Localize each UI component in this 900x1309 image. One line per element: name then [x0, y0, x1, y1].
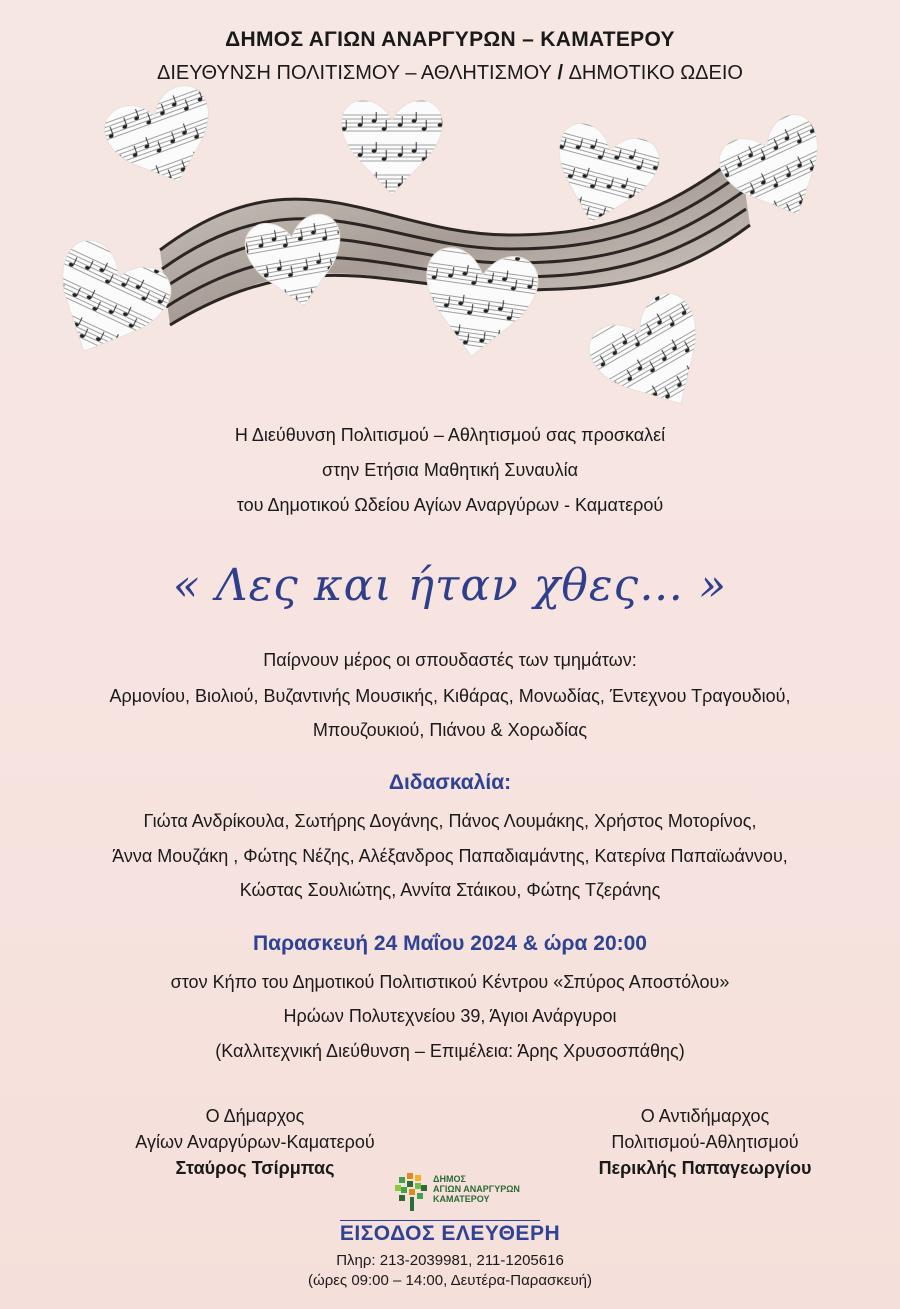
department-name: ΔΙΕΥΘΥΝΣΗ ΠΟΛΙΤΙΣΜΟΥ – ΑΘΛΗΤΙΣΜΟΥ — [157, 62, 552, 84]
event-datetime: Παρασκευή 24 Μαΐου 2024 & ώρα 20:00 — [253, 932, 647, 955]
logo-line-3: ΚΑΜΑΤΕΡΟΥ — [433, 1194, 490, 1204]
department-title — [0, 62, 900, 85]
tree-logo-icon — [395, 1173, 429, 1213]
intro-line-1: Η Διεύθυνση Πολιτισμού – Αθλητισμού σας προσκαλεί — [234, 425, 666, 445]
department-separator: / — [551, 62, 569, 84]
deputy-mayor-signature — [550, 1103, 860, 1181]
music-heart — [580, 285, 729, 415]
event-venue: στον Κήπο του Δημοτικού Πολιτιστικού Κέντρου «Σπύρος Αποστόλου» — [170, 972, 730, 992]
contact-phone: Πληρ: 213-2039981, 211-1205616 — [336, 1252, 564, 1269]
free-entry: ΕΙΣΟΔΟΣ ΕΛΕΥΘΕΡΗ — [339, 1222, 561, 1245]
contact-hours: (ώρες 09:00 – 14:00, Δευτέρα-Παρασκευή) — [308, 1272, 592, 1289]
logo-line-1: ΔΗΜΟΣ — [433, 1174, 466, 1184]
mayor-name: Σταύρος Τσίρμπας — [175, 1158, 335, 1178]
concert-title: « Λες και ήταν χθες… » — [172, 560, 728, 611]
intro-line-3: του Δημοτικού Ωδείου Αγίων Αναργύρων - Καματερού — [236, 495, 664, 515]
music-heart — [98, 85, 229, 200]
artistic-direction: (Καλλιτεχνική Διεύθυνση – Επιμέλεια: Άρης Χρυσοσπάθης) — [215, 1041, 685, 1061]
teachers-line-3: Κώστας Σουλιώτης, Αννίτα Στάικου, Φώτης Τζεράνης — [239, 880, 661, 900]
entry-divider — [340, 1220, 540, 1221]
municipality-title: ΔΗΜΟΣ ΑΓΙΩΝ ΑΝΑΡΓΥΡΩΝ – ΚΑΜΑΤΕΡΟΥ — [225, 28, 675, 51]
logo-line-2: ΑΓΙΩΝ ΑΝΑΡΓΥΡΩΝ — [433, 1184, 520, 1194]
music-heart — [40, 232, 179, 374]
participants-departments: Αρμονίου, Βιολιού, Βυζαντινής Μουσικής, Κιθάρας, Μονωδίας, Έντεχνου Τραγουδιού, — [109, 686, 791, 706]
music-hearts-illustration — [40, 85, 840, 415]
event-address: Ηρώων Πολυτεχνείου 39, Άγιοι Ανάργυροι — [283, 1006, 617, 1026]
logo-text — [433, 1174, 520, 1204]
participants-departments-cont: Μπουζουκιού, Πιάνου & Χορωδίας — [312, 720, 588, 740]
mayor-municipality: Αγίων Αναργύρων-Καματερού — [135, 1132, 375, 1152]
mayor-signature — [100, 1103, 410, 1181]
deputy-mayor-portfolio: Πολιτισμού-Αθλητισμού — [611, 1132, 799, 1152]
teachers-line-1: Γιώτα Ανδρίκουλα, Σωτήρης Δογάνης, Πάνος Λουμάκης, Χρήστος Μοτορίνος, — [143, 811, 757, 831]
intro-line-2: στην Ετήσια Μαθητική Συναυλία — [321, 460, 579, 480]
participants-intro: Παίρνουν μέρος οι σπουδαστές των τμημάτων: — [263, 650, 637, 670]
teaching-heading: Διδασκαλία: — [388, 771, 512, 794]
music-heart — [341, 100, 443, 195]
deputy-mayor-name: Περικλής Παπαγεωργίου — [598, 1158, 812, 1178]
deputy-mayor-role: Ο Αντιδήμαρχος — [640, 1106, 770, 1126]
teachers-line-2: Άννα Μουζάκη , Φώτης Νέζης, Αλέξανδρος Παπαδιαμάντης, Κατερίνα Παπαϊωάννου, — [112, 846, 788, 866]
municipality-logo — [395, 1173, 545, 1213]
mayor-role: Ο Δήμαρχος — [205, 1106, 305, 1126]
conservatory-name: ΔΗΜΟΤΙΚΟ ΩΔΕΙΟ — [568, 62, 743, 84]
